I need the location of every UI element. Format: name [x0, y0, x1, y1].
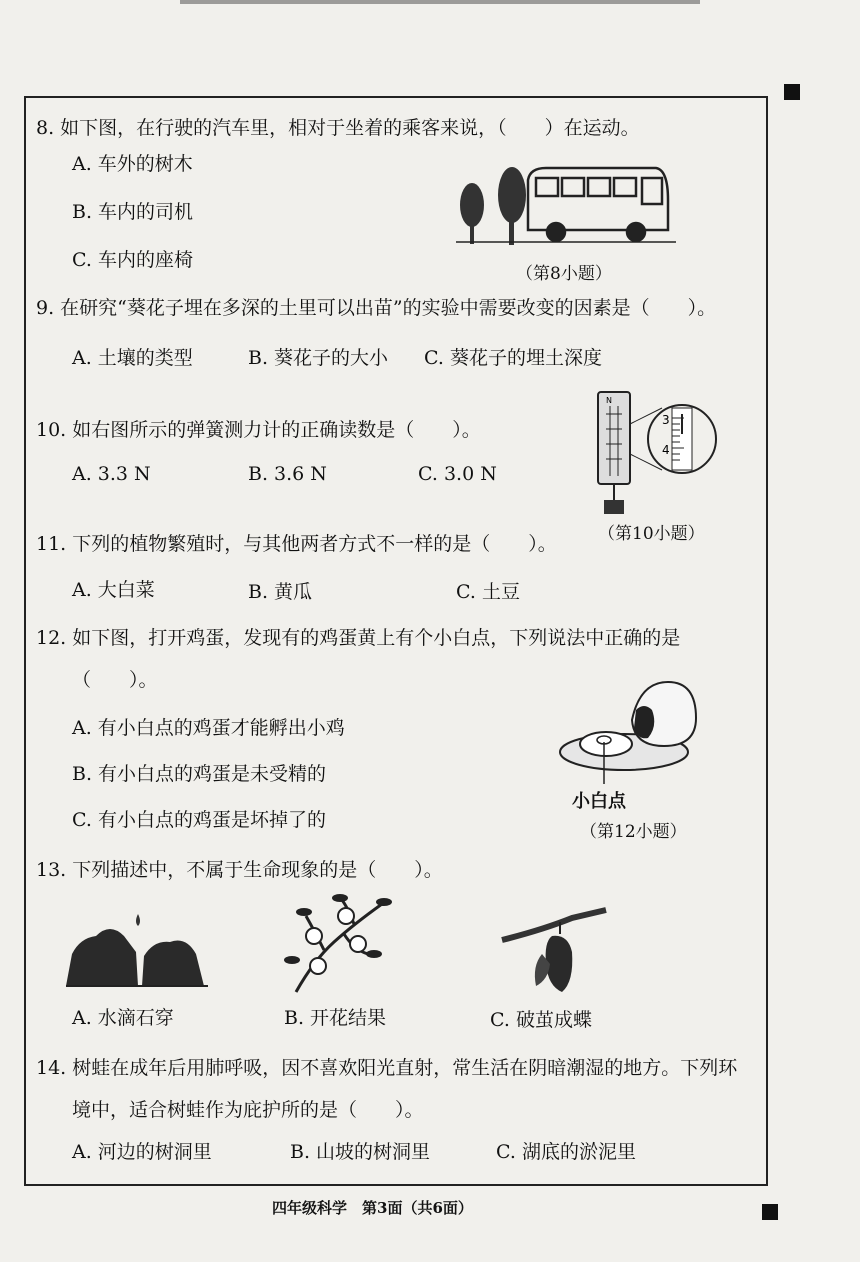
q9-option-a[interactable]: A. 土壤的类型	[72, 347, 193, 369]
q11-option-b[interactable]: B. 黄瓜	[248, 581, 313, 603]
bus-illustration	[456, 160, 676, 252]
zoom-label-4: 4	[662, 443, 670, 457]
cocoon-icon	[502, 906, 608, 996]
tree-icon	[460, 167, 526, 245]
q12-option-a[interactable]: A. 有小白点的鸡蛋才能孵出小鸡	[72, 717, 345, 739]
q11-stem: 11. 下列的植物繁殖时，与其他两者方式不一样的是（ ）。	[36, 533, 557, 555]
q14-option-a[interactable]: A. 河边的树洞里	[72, 1141, 212, 1163]
q14-stem-line1: 14. 树蛙在成年后用肺呼吸，因不喜欢阳光直射，常生活在阴暗潮湿的地方。下列环	[36, 1057, 738, 1079]
q12-blank: （ ）。	[72, 669, 158, 691]
q10-option-a[interactable]: A. 3.3 N	[72, 463, 151, 485]
q9-stem: 9. 在研究“葵花子埋在多深的土里可以出苗”的实验中需要改变的因素是（ ）。	[36, 297, 717, 319]
q12-stem: 12. 如下图，打开鸡蛋，发现有的鸡蛋黄上有个小白点，下列说法中正确的是	[36, 627, 681, 649]
q8-caption: （第8小题）	[516, 264, 612, 284]
q8-option-a[interactable]: A. 车外的树木	[72, 153, 193, 175]
q13-stem: 13. 下列描述中，不属于生命现象的是（ ）。	[36, 859, 443, 881]
q13-option-b[interactable]: B. 开花结果	[284, 1007, 387, 1029]
q14-stem-line2: 境中，适合树蛙作为庇护所的是（ ）。	[72, 1099, 424, 1121]
q8-stem: 8. 如下图，在行驶的汽车里，相对于坐着的乘客来说，（ ）在运动。	[36, 117, 640, 139]
q9-option-b[interactable]: B. 葵花子的大小	[248, 347, 389, 369]
q11-option-a[interactable]: A. 大白菜	[72, 579, 155, 601]
q10-caption: （第10小题）	[598, 524, 705, 544]
q10-stem: 10. 如右图所示的弹簧测力计的正确读数是（ ）。	[36, 419, 481, 441]
rock-water-icon	[66, 914, 208, 988]
q14-option-c[interactable]: C. 湖底的淤泥里	[496, 1141, 636, 1163]
q12-option-b[interactable]: B. 有小白点的鸡蛋是未受精的	[72, 763, 327, 785]
spring-scale-illustration	[588, 384, 718, 520]
egg-illustration	[554, 680, 704, 780]
page-top-edge	[180, 0, 700, 4]
q11-option-c[interactable]: C. 土豆	[456, 581, 520, 603]
q12-caption: （第12小题）	[580, 822, 687, 842]
q13-option-c[interactable]: C. 破茧成蝶	[490, 1009, 592, 1031]
fruit-tree-icon	[284, 890, 394, 996]
scale-unit-label: N	[606, 396, 612, 405]
q14-option-b[interactable]: B. 山坡的树洞里	[290, 1141, 431, 1163]
q10-option-c[interactable]: C. 3.0 N	[418, 463, 497, 485]
zoom-label-3: 3	[662, 413, 670, 427]
registration-mark-top	[784, 84, 800, 100]
q8-option-c[interactable]: C. 车内的座椅	[72, 249, 193, 271]
q8-option-b[interactable]: B. 车内的司机	[72, 201, 194, 223]
registration-mark-bottom	[762, 1204, 778, 1220]
q13-option-a[interactable]: A. 水滴石穿	[72, 1007, 174, 1029]
page-footer: 四年级科学 第3面（共6面）	[272, 1199, 473, 1217]
q12-white-dot-label: 小白点	[572, 791, 626, 812]
q10-option-b[interactable]: B. 3.6 N	[248, 463, 327, 485]
bus-icon	[528, 168, 668, 241]
q9-option-c[interactable]: C. 葵花子的埋土深度	[424, 347, 602, 369]
q12-option-c[interactable]: C. 有小白点的鸡蛋是坏掉了的	[72, 809, 326, 831]
